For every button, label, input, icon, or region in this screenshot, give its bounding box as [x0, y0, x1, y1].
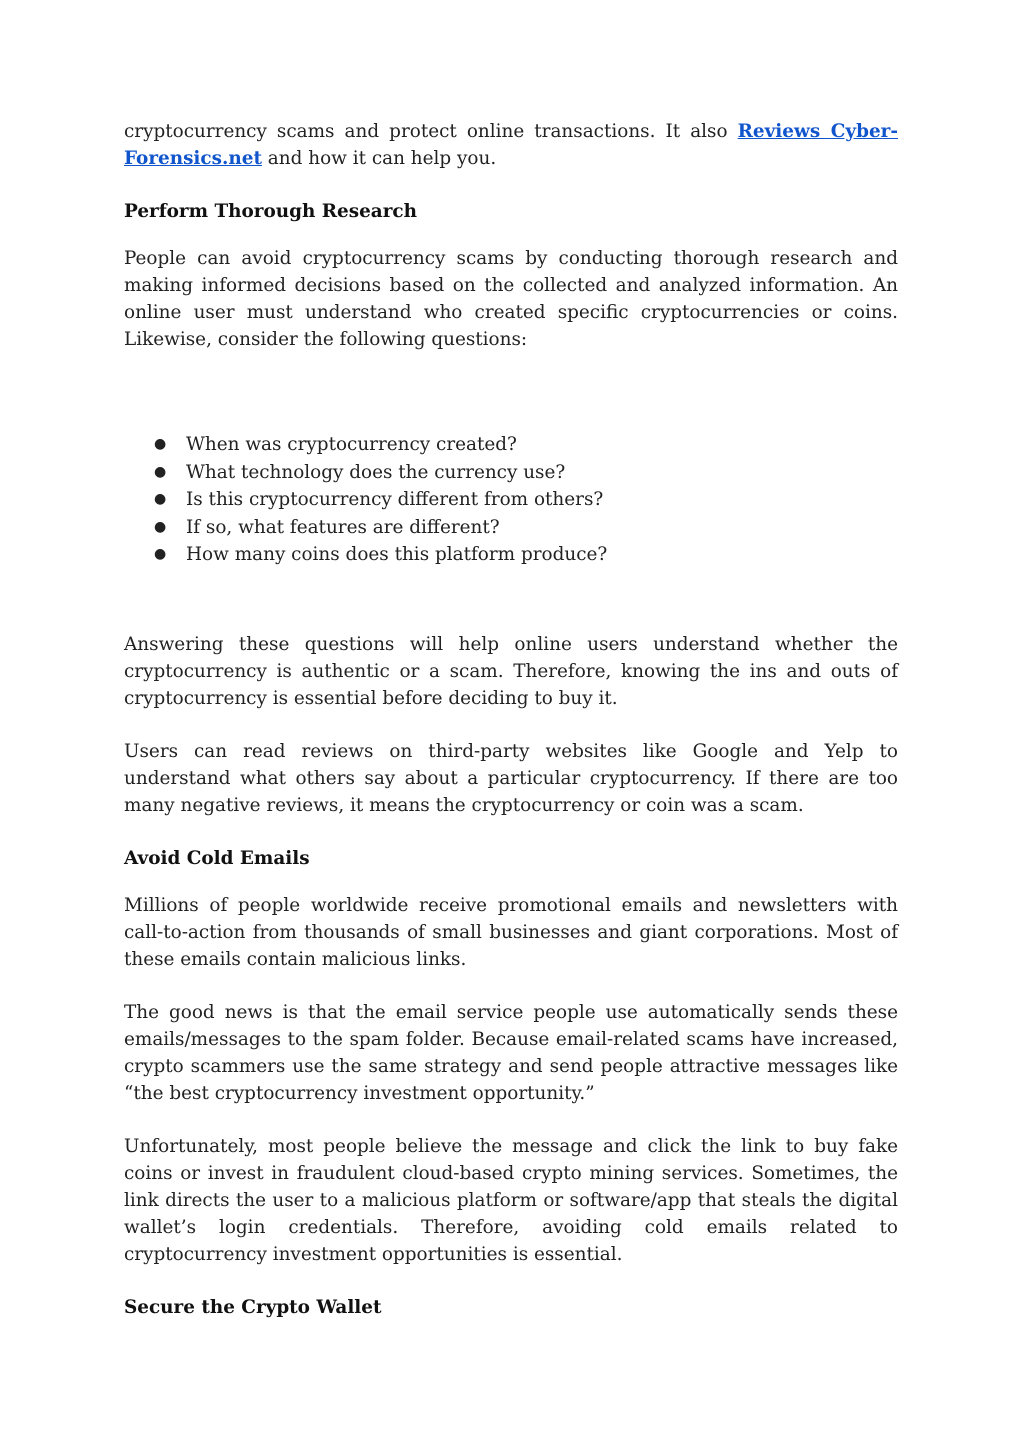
list-item	[124, 431, 898, 459]
heading-perform-thorough-research: Perform Thorough Research	[124, 201, 417, 222]
list-item-text: Is this cryptocurrency different from others?	[186, 489, 604, 510]
heading-avoid-cold-emails: Avoid Cold Emails	[124, 847, 310, 869]
reviews-cyber-forensics-link[interactable]: Reviews Cyber-Forensics.net	[124, 121, 898, 169]
list-item	[124, 541, 898, 569]
bullet-icon: ●	[154, 491, 167, 507]
list-item-text: How many coins does this platform produce?	[186, 544, 608, 565]
bullet-icon: ●	[154, 436, 167, 452]
emails-paragraph-2: The good news is that the email service people use automatically sends these emails/messages to the spam folder. Because email-related scams have increased, crypto scammers use the same strategy and send people attractive messages like “the best cryptocurrency investment opportunity.”	[124, 1001, 898, 1104]
intro-text-after: and how it can help you.	[261, 148, 497, 169]
research-paragraph-1: People can avoid cryptocurrency scams by conducting thorough research and making informed decisions based on the collected and analyzed information. An online user must understand who created specific cryptocurrencies or coins. Likewise, consider the following questions:	[124, 248, 898, 350]
research-paragraph-2: Answering these questions will help online users understand whether the cryptocurrency is authentic or a scam. Therefore, knowing the ins and outs of cryptocurrency is essential before deciding to buy it.	[124, 633, 898, 709]
list-item-text: When was cryptocurrency created?	[186, 434, 517, 455]
research-questions-list	[124, 431, 898, 569]
list-item	[124, 486, 898, 514]
emails-paragraph-1: Millions of people worldwide receive promotional emails and newsletters with call-to-action from thousands of small businesses and giant corporations. Most of these emails contain malicious links.	[124, 894, 898, 970]
intro-paragraph	[124, 118, 898, 172]
bullet-icon: ●	[154, 518, 167, 535]
bullet-icon: ●	[154, 546, 167, 562]
research-paragraph-3: Users can read reviews on third-party websites like Google and Yelp to understand what others say about a particular cryptocurrency. If there are too many negative reviews, it means the cryptocurrency or coin was a scam.	[124, 740, 898, 816]
heading-secure-the-crypto-wallet: Secure the Crypto Wallet	[124, 1296, 382, 1318]
emails-paragraph-3: Unfortunately, most people believe the message and click the link to buy fake coins or invest in fraudulent cloud-based crypto mining services. Sometimes, the link directs the user to a malicious platform or software/app that steals the digital wallet’s login credentials. Therefore, avoiding cold emails related to cryptocurrency investment opportunities is essential.	[124, 1135, 898, 1265]
list-item-text: If so, what features are different?	[186, 516, 500, 538]
list-item-text: What technology does the currency use?	[186, 461, 566, 483]
document-page	[124, 118, 898, 1321]
intro-text-before: cryptocurrency scams and protect online transactions. It also	[124, 121, 738, 142]
list-item	[124, 514, 898, 542]
list-item	[124, 459, 898, 487]
bullet-icon: ●	[154, 463, 167, 480]
